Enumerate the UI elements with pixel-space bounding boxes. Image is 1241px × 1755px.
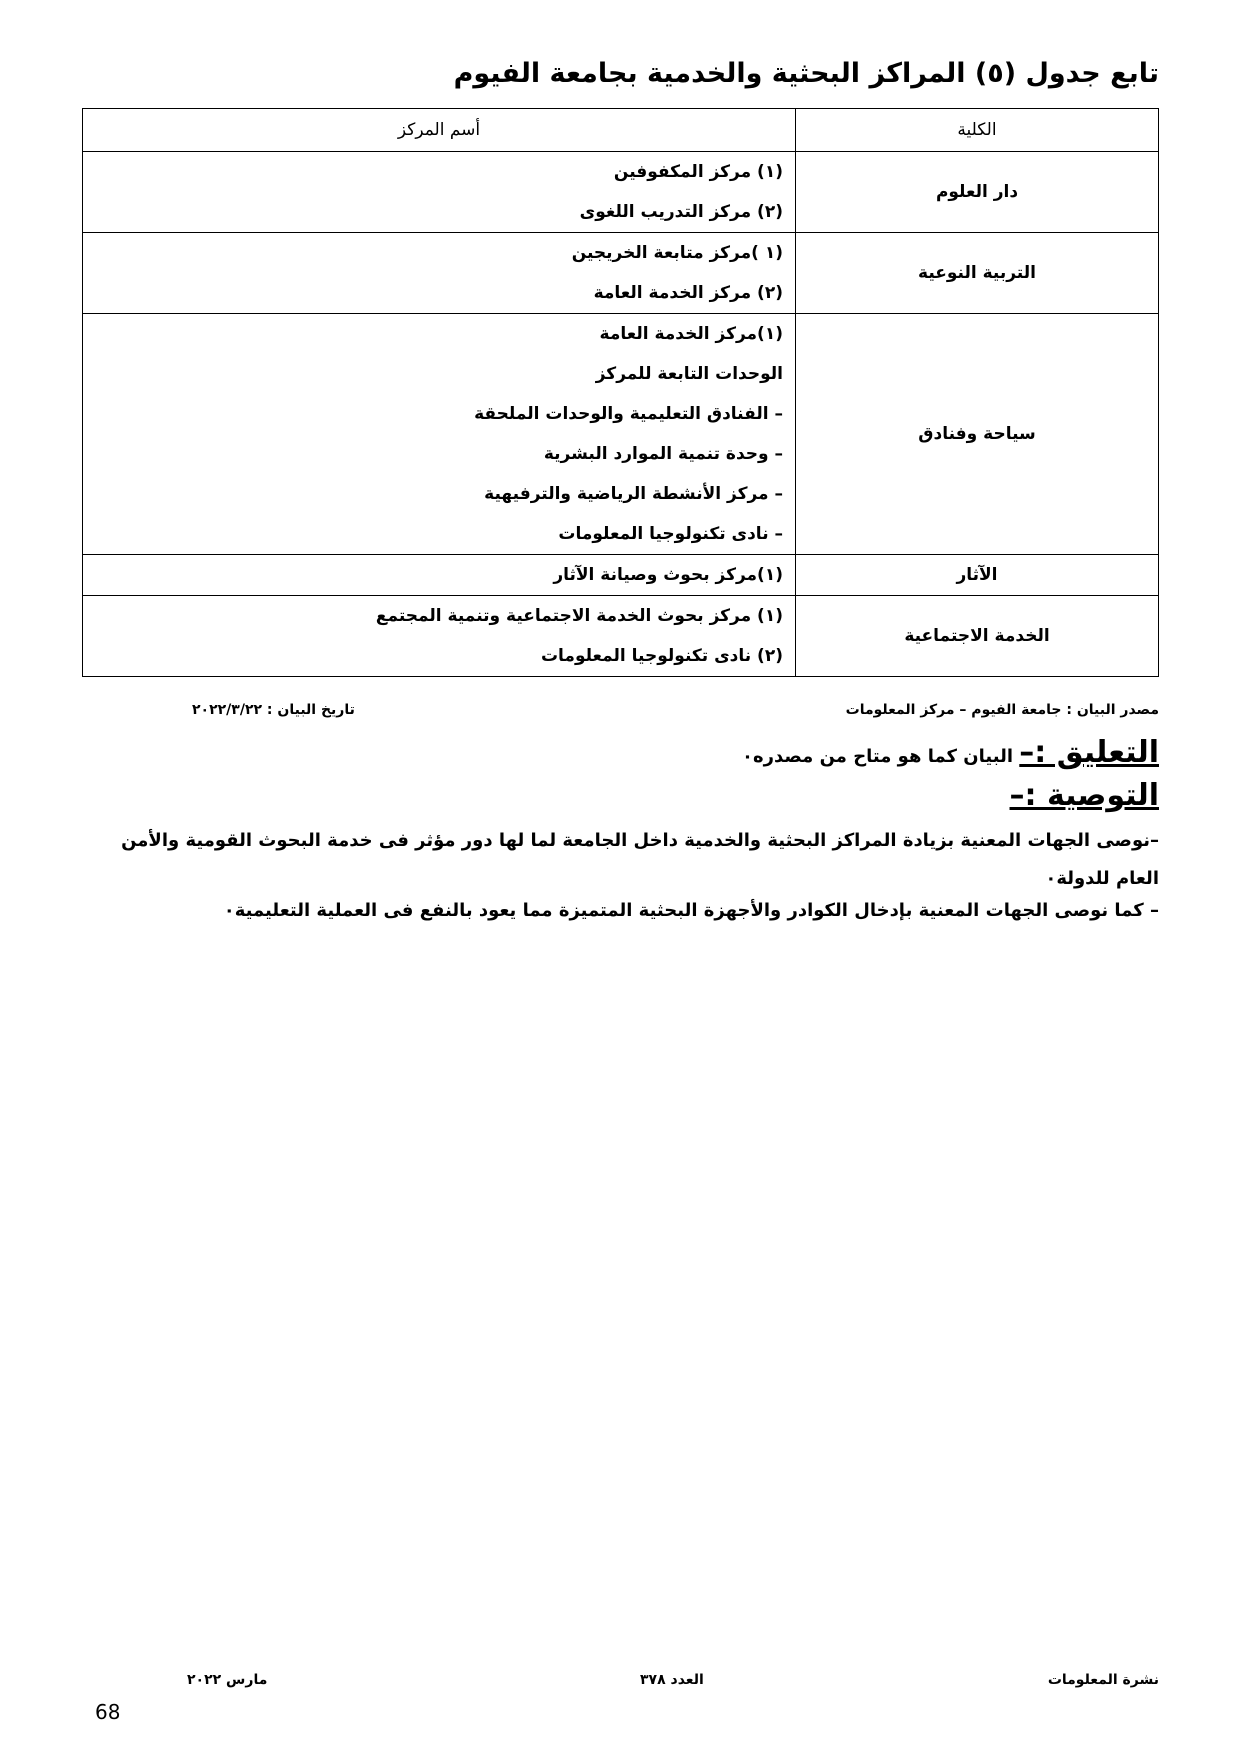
- comment-section: [742, 735, 1159, 770]
- centers-table: [82, 108, 1159, 677]
- page-title: تابع جدول (٥) المراكز البحثية والخدمية بجامعة الفيوم: [453, 58, 1159, 89]
- comment-heading: التعليق :–: [1019, 735, 1159, 770]
- center-line: (١) مركز المكفوفين: [613, 162, 783, 182]
- center-line: – وحدة تنمية الموارد البشرية: [543, 444, 783, 464]
- table-row: [83, 596, 1159, 677]
- faculty-cell: التربية النوعية: [796, 233, 1159, 314]
- footer-issue: العدد ٣٧٨: [640, 1672, 704, 1688]
- comment-text: البيان كما هو متاح من مصدره٠: [742, 746, 1020, 767]
- data-date: تاريخ البيان : ٢٠٢٢/٣/٢٢: [192, 702, 355, 718]
- center-cell: [83, 314, 796, 555]
- recommendation-heading: التوصية :–: [1009, 778, 1159, 813]
- recommendation-text-2: – كما نوصى الجهات المعنية بإدخال الكوادر والأجهزة البحثية المتميزة مما يعود بالنفع فى العملية التعليمية٠: [223, 900, 1159, 921]
- faculty-cell: الخدمة الاجتماعية: [796, 596, 1159, 677]
- center-line: (١ )مركز متابعة الخريجين: [571, 243, 783, 263]
- center-cell: [83, 233, 796, 314]
- center-line: (٢) مركز الخدمة العامة: [593, 283, 783, 303]
- header-center: أسم المركز: [83, 109, 796, 152]
- table-row: [83, 152, 1159, 233]
- faculty-cell: الآثار: [796, 555, 1159, 596]
- center-cell: [83, 152, 796, 233]
- center-line: (٢) مركز التدريب اللغوى: [579, 202, 783, 222]
- header-faculty: الكلية: [796, 109, 1159, 152]
- center-line: الوحدات التابعة للمركز: [595, 364, 783, 384]
- center-cell: [83, 555, 796, 596]
- faculty-cell: دار العلوم: [796, 152, 1159, 233]
- table-row: [83, 555, 1159, 596]
- recommendation-text-1: –نوصى الجهات المعنية بزيادة المراكز البحثية والخدمية داخل الجامعة لما لها دور مؤثر فى خدمة البحوث القومية والأمن العام للدولة٠: [121, 830, 1159, 889]
- center-line: (٢) نادى تكنولوجيا المعلومات: [540, 646, 783, 666]
- footer-publication: نشرة المعلومات: [1047, 1672, 1159, 1688]
- center-line: (١)مركز الخدمة العامة: [599, 324, 783, 344]
- center-cell: [83, 596, 796, 677]
- center-line: – نادى تكنولوجيا المعلومات: [558, 524, 783, 544]
- center-line: (١) مركز بحوث الخدمة الاجتماعية وتنمية المجتمع: [375, 606, 783, 626]
- center-line: – الفنادق التعليمية والوحدات الملحقة: [474, 404, 783, 424]
- table-row: [83, 314, 1159, 555]
- faculty-cell: سياحة وفنادق: [796, 314, 1159, 555]
- table-row: [83, 233, 1159, 314]
- footer-date: مارس ٢٠٢٢: [187, 1672, 268, 1688]
- data-source: مصدر البيان : جامعة الفيوم – مركز المعلومات: [845, 702, 1159, 718]
- center-line: – مركز الأنشطة الرياضية والترفيهية: [484, 484, 783, 504]
- page-number: 68: [95, 1700, 121, 1724]
- table-header-row: [83, 109, 1159, 152]
- center-line: (١)مركز بحوث وصيانة الآثار: [553, 565, 783, 585]
